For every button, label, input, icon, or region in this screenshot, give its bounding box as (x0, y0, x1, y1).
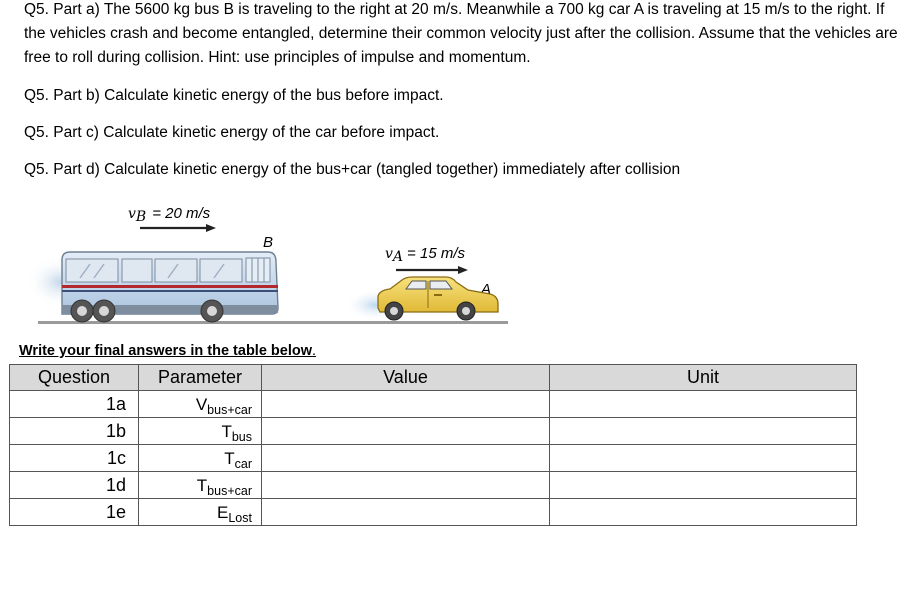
question-part-a: Q5. Part a) The 5600 kg bus B is traveling to the right at 20 m/s. Meanwhile a 700 kg car A is traveling at 15 m/s to the right. If the vehicles crash and become entangled, determine their common velocity just after the collision. Assume that the vehicles are free to roll during collision. Hint: use principles of impulse and momentum. (24, 1, 898, 66)
car-velocity-label: vA = 15 m/s (385, 245, 465, 265)
parameter-cell: $T_{bus+car}$ (139, 472, 262, 499)
unit-cell[interactable] (550, 391, 857, 418)
car-illustration (378, 277, 498, 320)
table-row (10, 418, 857, 445)
unit-cell[interactable] (550, 418, 857, 445)
table-row (10, 499, 857, 526)
header-parameter: Parameter (139, 365, 262, 391)
unit-cell[interactable] (550, 472, 857, 499)
parameter-cell: $T_{bus}$ (139, 418, 262, 445)
parameter-cell: $T_{car}$ (139, 445, 262, 472)
collision-figure (0, 190, 600, 340)
question-part-c: Q5. Part c) Calculate kinetic energy of the car before impact. (24, 124, 440, 141)
answer-table (9, 364, 857, 526)
question-cell: 1e (10, 499, 139, 526)
unit-cell[interactable] (550, 445, 857, 472)
car-label: A (481, 281, 492, 298)
parameter-cell: $E_{Lost}$ (139, 499, 262, 526)
question-part-d: Q5. Part d) Calculate kinetic energy of the bus+car (tangled together) immediately after collision (24, 161, 681, 178)
question-cell: 1b (10, 418, 139, 445)
table-row (10, 472, 857, 499)
bus-label: B (263, 234, 274, 251)
header-unit: Unit (550, 365, 857, 391)
value-cell[interactable] (262, 445, 550, 472)
table-row (10, 445, 857, 472)
value-cell[interactable] (262, 418, 550, 445)
header-value: Value (262, 365, 550, 391)
bus-velocity-arrow (140, 224, 216, 232)
question-cell: 1d (10, 472, 139, 499)
table-row (10, 391, 857, 418)
table-header-row (10, 365, 857, 391)
question-cell: 1c (10, 445, 139, 472)
value-cell[interactable] (262, 499, 550, 526)
value-cell[interactable] (262, 472, 550, 499)
unit-cell[interactable] (550, 499, 857, 526)
parameter-cell: $V_{bus+car}$ (139, 391, 262, 418)
value-cell[interactable] (262, 391, 550, 418)
table-instruction: Write your final answers in the table below. (19, 343, 317, 359)
question-cell: 1a (10, 391, 139, 418)
bus-velocity-label: vB = 20 m/s (128, 205, 211, 225)
car-velocity-arrow (396, 266, 468, 274)
header-question: Question (10, 365, 139, 391)
question-part-b: Q5. Part b) Calculate kinetic energy of the bus before impact. (24, 87, 444, 104)
bus-illustration (62, 252, 278, 322)
